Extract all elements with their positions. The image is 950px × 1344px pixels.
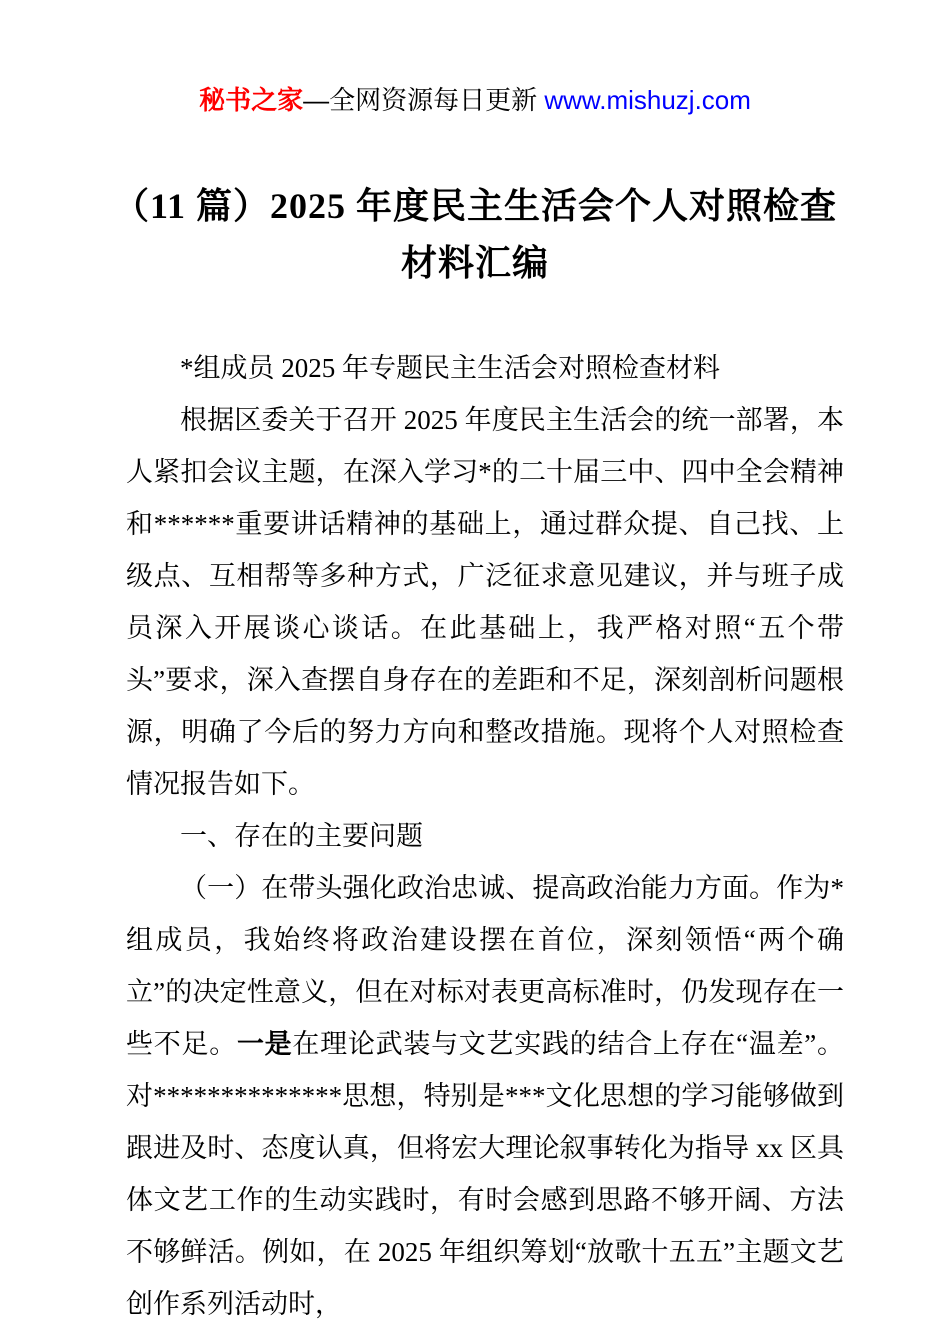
title-line-1: （11 篇）2025 年度民主生活会个人对照检查	[112, 186, 837, 226]
title-line-2: 材料汇编	[400, 243, 549, 283]
document-title	[0, 178, 950, 292]
paragraph	[126, 810, 844, 862]
header-tagline: —全网资源每日更新	[303, 85, 545, 115]
body-text: 在理论武装与文艺实践的结合上存在“温差”。对**************思想，特别是***文化思想的学习能够做到跟进及时、态度认真，但将宏大理论叙事转化为指导 xx 区具体文艺工作的生动实践时，有时会感到思路不够开阔、方法不够鲜活。例如，在 2025 年组织筹划“放歌十五五”主题文艺创作系列活动时，	[126, 1029, 845, 1319]
site-header	[0, 0, 950, 118]
emphasis-text: 一是	[236, 1029, 293, 1059]
paragraph	[126, 862, 844, 1330]
body-text: *组成员 2025 年专题民主生活会对照检查材料	[180, 353, 720, 383]
paragraph	[126, 342, 844, 394]
body-text: 一、存在的主要问题	[180, 821, 423, 851]
body-text: （一）在带头强化政治忠诚、提高政治能力方面。作为*组成员，我始终将政治建设摆在首位，深刻领悟“两个确立”的决定性意义，但在对标对表更高标准时，仍发现存在一些不足。	[126, 873, 844, 1059]
body-text: 根据区委关于召开 2025 年度民主生活会的统一部署，本人紧扣会议主题，在深入学习*的二十届三中、四中全会精神和******重要讲话精神的基础上，通过群众提、自己找、上级点、互相帮等多种方式，广泛征求意见建议，并与班子成员深入开展谈心谈话。在此基础上，我严格对照“五个带头”要求，深入查摆自身存在的差距和不足，深刻剖析问题根源，明确了今后的努力方向和整改措施。现将个人对照检查情况报告如下。	[126, 405, 844, 799]
content-area	[126, 342, 844, 1330]
brand-text: 秘书之家	[199, 85, 304, 115]
document-body	[126, 342, 844, 1330]
paragraph	[126, 394, 844, 810]
site-url-link[interactable]: www.mishuzj.com	[544, 85, 751, 115]
